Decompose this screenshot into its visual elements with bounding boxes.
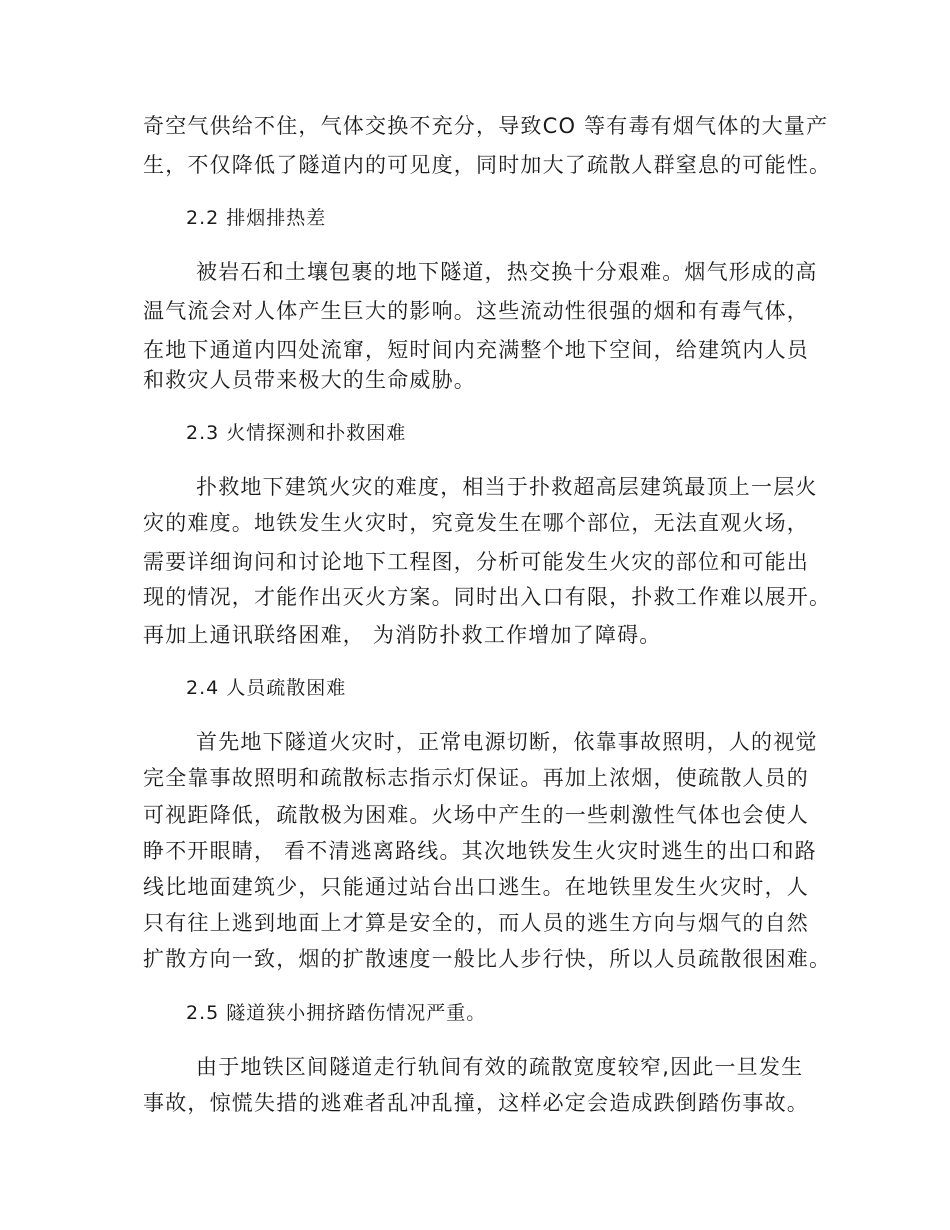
paragraph-line: 需要详细询问和讨论地下工程图，分析可能发生火灾的部位和可能出 <box>143 550 809 574</box>
paragraph-line: 事故，惊慌失措的逃难者乱冲乱撞，这样必定会造成跌倒踏伤事故。 <box>143 1091 809 1115</box>
section-heading-2-3: 2.3 火情探测和扑救困难 <box>186 422 407 444</box>
paragraph-line: 线比地面建筑少，只能通过站台出口逃生。在地铁里发生火灾时，人 <box>143 875 809 899</box>
paragraph-line: 睁不开眼睛， 看不清逃离路线。其次地铁发生火灾时逃生的出口和路 <box>143 839 817 863</box>
section-heading-2-5: 2.5 隧道狭小拥挤踏伤情况严重。 <box>186 1002 487 1024</box>
paragraph-line: 在地下通道内四处流窜，短时间内充满整个地下空间，给建筑内人员 <box>143 338 809 362</box>
paragraph-line: 和救灾人员带来极大的生命威胁。 <box>143 368 476 392</box>
paragraph-line: 只有往上逃到地面上才算是安全的，而人员的逃生方向与烟气的自然 <box>143 911 809 935</box>
section-heading-2-4: 2.4 人员疏散困难 <box>186 677 347 699</box>
paragraph-line: 再加上通讯联络困难， 为消防扑救工作增加了障碍。 <box>143 623 662 647</box>
paragraph-line: 灾的难度。地铁发生火灾时，究竟发生在哪个部位，无法直观火场， <box>143 511 809 535</box>
paragraph-line: 首先地下隧道火灾时，正常电源切断，依靠事故照明，人的视觉 <box>196 730 818 754</box>
paragraph-line: 扑救地下建筑火灾的难度，相当于扑救超高层建筑最顶上一层火 <box>196 475 818 499</box>
paragraph-line: 可视距降低，疏散极为困难。火场中产生的一些刺激性气体也会使人 <box>143 803 809 827</box>
paragraph-line: 被岩石和土壤包裹的地下隧道，热交换十分艰难。烟气形成的高 <box>196 260 818 284</box>
paragraph-line: 奇空气供给不住，气体交换不充分，导致CO 等有毒有烟气体的大量产 <box>143 114 829 138</box>
section-heading-2-2: 2.2 排烟排热差 <box>186 207 327 229</box>
paragraph-line: 由于地铁区间隧道走行轨间有效的疏散宽度较窄,因此一旦发生 <box>196 1055 804 1079</box>
paragraph-line: 温气流会对人体产生巨大的影响。这些流动性很强的烟和有毒气体， <box>143 299 809 323</box>
paragraph-line: 完全靠事故照明和疏散标志指示灯保证。再加上浓烟，使疏散人员的 <box>143 766 809 790</box>
paragraph-line: 现的情况，才能作出灭火方案。同时出入口有限，扑救工作难以展开。 <box>143 585 832 609</box>
paragraph-line: 扩散方向一致，烟的扩散速度一般比人步行快，所以人员疏散很困难。 <box>143 947 832 971</box>
paragraph-line: 生，不仅降低了隧道内的可见度，同时加大了疏散人群窒息的可能性。 <box>143 153 832 177</box>
